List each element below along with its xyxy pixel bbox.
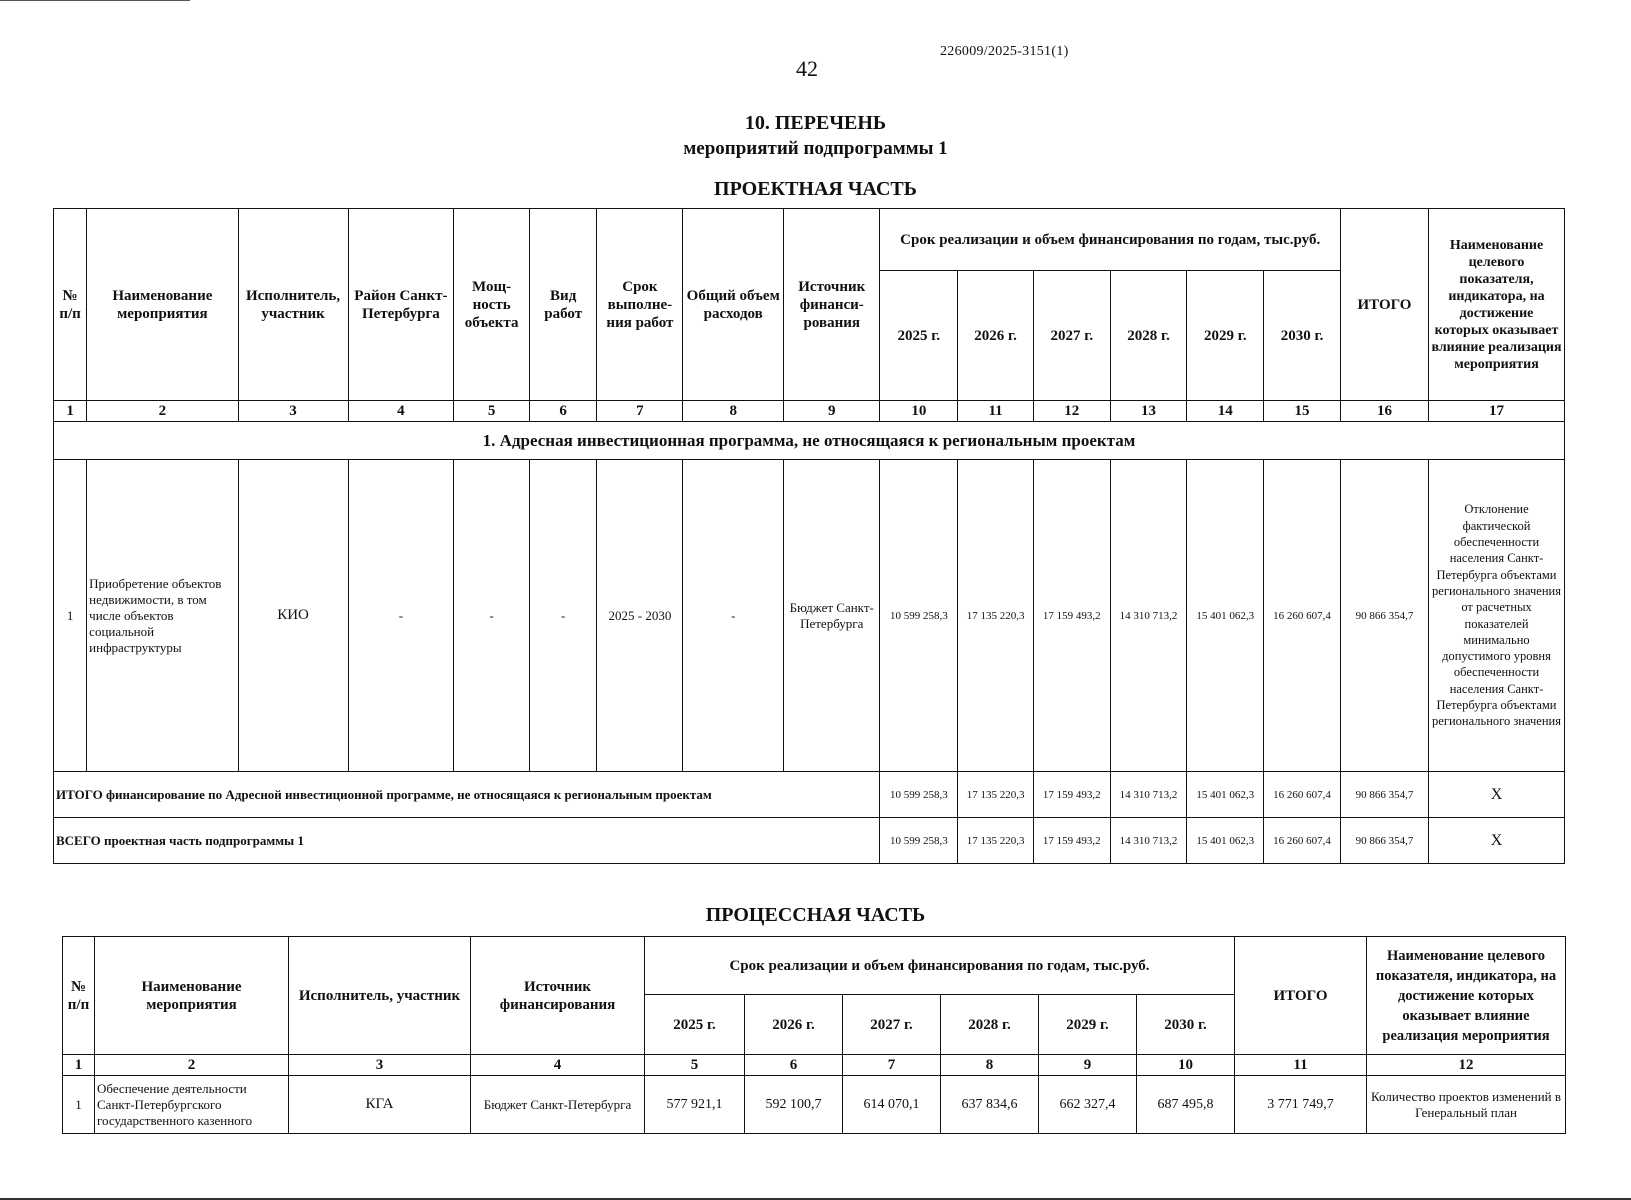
- row-executor: КИО: [238, 460, 348, 772]
- col-number: 15: [1264, 401, 1341, 422]
- header-year: 2028 г.: [1110, 271, 1187, 401]
- itogo-indicator: Х: [1429, 772, 1565, 818]
- col-number: 7: [597, 401, 683, 422]
- vsego-value: 15 401 062,3: [1187, 818, 1264, 864]
- row-total-costs: -: [683, 460, 784, 772]
- vsego-total: 90 866 354,7: [1340, 818, 1428, 864]
- header-year: 2025 г.: [645, 995, 745, 1055]
- itogo-total: 90 866 354,7: [1340, 772, 1428, 818]
- row-no: 1: [54, 460, 87, 772]
- itogo-label: ИТОГО финансирование по Адресной инвестиционной программе, не относящаяся к региональным проектам: [54, 772, 880, 818]
- row-source: Бюджет Санкт-Петербурга: [784, 460, 880, 772]
- row-source: Бюджет Санкт-Петербурга: [471, 1076, 645, 1134]
- section-title-project: ПРОЕКТНАЯ ЧАСТЬ: [714, 178, 917, 200]
- header-source: Источник финансирования: [471, 937, 645, 1055]
- col-number: 8: [683, 401, 784, 422]
- col-number: 4: [348, 401, 454, 422]
- vsego-value: 17 159 493,2: [1033, 818, 1110, 864]
- row-value: 10 599 258,3: [880, 460, 958, 772]
- itogo-value: 17 135 220,3: [958, 772, 1034, 818]
- vsego-value: 10 599 258,3: [880, 818, 958, 864]
- row-itogo: 3 771 749,7: [1235, 1076, 1367, 1134]
- col-number: 1: [63, 1055, 95, 1076]
- header-name: Наименование мероприятия: [87, 209, 238, 401]
- row-value: 17 135 220,3: [958, 460, 1034, 772]
- col-number: 8: [941, 1055, 1039, 1076]
- row-value: 15 401 062,3: [1187, 460, 1264, 772]
- row-district: -: [348, 460, 454, 772]
- row-indicator: Количество проектов изменений в Генеральный план: [1367, 1076, 1566, 1134]
- col-number: 17: [1429, 401, 1565, 422]
- col-number: 7: [843, 1055, 941, 1076]
- col-number: 2: [87, 401, 238, 422]
- header-year: 2026 г.: [745, 995, 843, 1055]
- header-source: Источник финанси-рования: [784, 209, 880, 401]
- group-title: 1. Адресная инвестиционная программа, не относящаяся к региональным проектам: [54, 422, 1565, 460]
- header-term: Срок выполне-ния работ: [597, 209, 683, 401]
- header-year: 2029 г.: [1187, 271, 1264, 401]
- column-numbers-row: [63, 1055, 1566, 1076]
- itogo-value: 15 401 062,3: [1187, 772, 1264, 818]
- header-no: № п/п: [63, 937, 95, 1055]
- header-total-costs: Общий объем расходов: [683, 209, 784, 401]
- header-itogo: ИТОГО: [1340, 209, 1428, 401]
- vsego-value: 14 310 713,2: [1110, 818, 1187, 864]
- col-number: 5: [454, 401, 530, 422]
- col-number: 10: [1137, 1055, 1235, 1076]
- header-year: 2027 г.: [843, 995, 941, 1055]
- header-year: 2030 г.: [1264, 271, 1341, 401]
- vsego-value: 17 135 220,3: [958, 818, 1034, 864]
- col-number: 9: [1039, 1055, 1137, 1076]
- document-title: 10. ПЕРЕЧЕНЬ: [744, 112, 887, 134]
- row-value: 687 495,8: [1137, 1076, 1235, 1134]
- row-work-type: -: [529, 460, 596, 772]
- col-number: 12: [1033, 401, 1110, 422]
- column-numbers-row: [54, 401, 1565, 422]
- page-number: 42: [796, 56, 818, 81]
- row-value: 16 260 607,4: [1264, 460, 1341, 772]
- row-term: 2025 - 2030: [597, 460, 683, 772]
- col-number: 11: [1235, 1055, 1367, 1076]
- table-row: [63, 1076, 1566, 1134]
- header-capacity: Мощ-ность объекта: [454, 209, 530, 401]
- table-row: [54, 460, 1565, 772]
- col-number: 1: [54, 401, 87, 422]
- itogo-value: 16 260 607,4: [1264, 772, 1341, 818]
- header-year: 2029 г.: [1039, 995, 1137, 1055]
- header-indicator: Наименование целевого показателя, индикатора, на достижение которых оказывает влияние реализация мероприятия: [1367, 937, 1566, 1055]
- header-year: 2025 г.: [880, 271, 958, 401]
- row-value: 637 834,6: [941, 1076, 1039, 1134]
- header-executor: Исполнитель, участник: [289, 937, 471, 1055]
- vsego-label: ВСЕГО проектная часть подпрограммы 1: [54, 818, 880, 864]
- row-value: 14 310 713,2: [1110, 460, 1187, 772]
- header-year: 2028 г.: [941, 995, 1039, 1055]
- col-number: 11: [958, 401, 1034, 422]
- header-year: 2026 г.: [958, 271, 1034, 401]
- header-name: Наименование мероприятия: [95, 937, 289, 1055]
- itogo-value: 10 599 258,3: [880, 772, 958, 818]
- header-funding: Срок реализации и объем финансирования по годам, тыс.руб.: [880, 209, 1340, 271]
- col-number: 12: [1367, 1055, 1566, 1076]
- header-work-type: Вид работ: [529, 209, 596, 401]
- row-value: 592 100,7: [745, 1076, 843, 1134]
- col-number: 6: [745, 1055, 843, 1076]
- col-number: 4: [471, 1055, 645, 1076]
- header-no: № п/п: [54, 209, 87, 401]
- vsego-row: [54, 818, 1565, 864]
- header-year: 2027 г.: [1033, 271, 1110, 401]
- itogo-row: [54, 772, 1565, 818]
- row-name: Обеспечение деятельности Санкт-Петербургского государственного казенного: [95, 1076, 289, 1134]
- row-itogo: 90 866 354,7: [1340, 460, 1428, 772]
- row-value: 614 070,1: [843, 1076, 941, 1134]
- row-capacity: -: [454, 460, 530, 772]
- row-name: Приобретение объектов недвижимости, в том числе объектов социальной инфраструктуры: [87, 460, 238, 772]
- header-itogo: ИТОГО: [1235, 937, 1367, 1055]
- row-value: 17 159 493,2: [1033, 460, 1110, 772]
- section-title-process: ПРОЦЕССНАЯ ЧАСТЬ: [705, 904, 926, 926]
- row-value: 662 327,4: [1039, 1076, 1137, 1134]
- top-rule: [0, 0, 190, 1]
- document-subtitle: мероприятий подпрограммы 1: [683, 138, 948, 159]
- col-number: 14: [1187, 401, 1264, 422]
- document-number: 226009/2025-3151(1): [940, 44, 1069, 59]
- itogo-value: 14 310 713,2: [1110, 772, 1187, 818]
- col-number: 6: [529, 401, 596, 422]
- row-value: 577 921,1: [645, 1076, 745, 1134]
- vsego-indicator: Х: [1429, 818, 1565, 864]
- project-table: [53, 208, 1565, 864]
- col-number: 2: [95, 1055, 289, 1076]
- row-executor: КГА: [289, 1076, 471, 1134]
- header-funding: Срок реализации и объем финансирования по годам, тыс.руб.: [645, 937, 1235, 995]
- itogo-value: 17 159 493,2: [1033, 772, 1110, 818]
- vsego-value: 16 260 607,4: [1264, 818, 1341, 864]
- col-number: 3: [238, 401, 348, 422]
- col-number: 5: [645, 1055, 745, 1076]
- col-number: 13: [1110, 401, 1187, 422]
- col-number: 3: [289, 1055, 471, 1076]
- header-executor: Исполнитель, участник: [238, 209, 348, 401]
- header-indicator: Наименование целевого показателя, индикатора, на достижение которых оказывает влияние реализация мероприятия: [1429, 209, 1565, 401]
- row-indicator: Отклонение фактической обеспеченности населения Санкт-Петербурга объектами регионального значения от расчетных показателей минимально допустимого уровня обеспеченности населения Санкт-Петербурга объектами регионального значения: [1429, 460, 1565, 772]
- col-number: 16: [1340, 401, 1428, 422]
- header-district: Район Санкт-Петербурга: [348, 209, 454, 401]
- header-year: 2030 г.: [1137, 995, 1235, 1055]
- col-number: 10: [880, 401, 958, 422]
- process-table: [62, 936, 1566, 1134]
- row-no: 1: [63, 1076, 95, 1134]
- col-number: 9: [784, 401, 880, 422]
